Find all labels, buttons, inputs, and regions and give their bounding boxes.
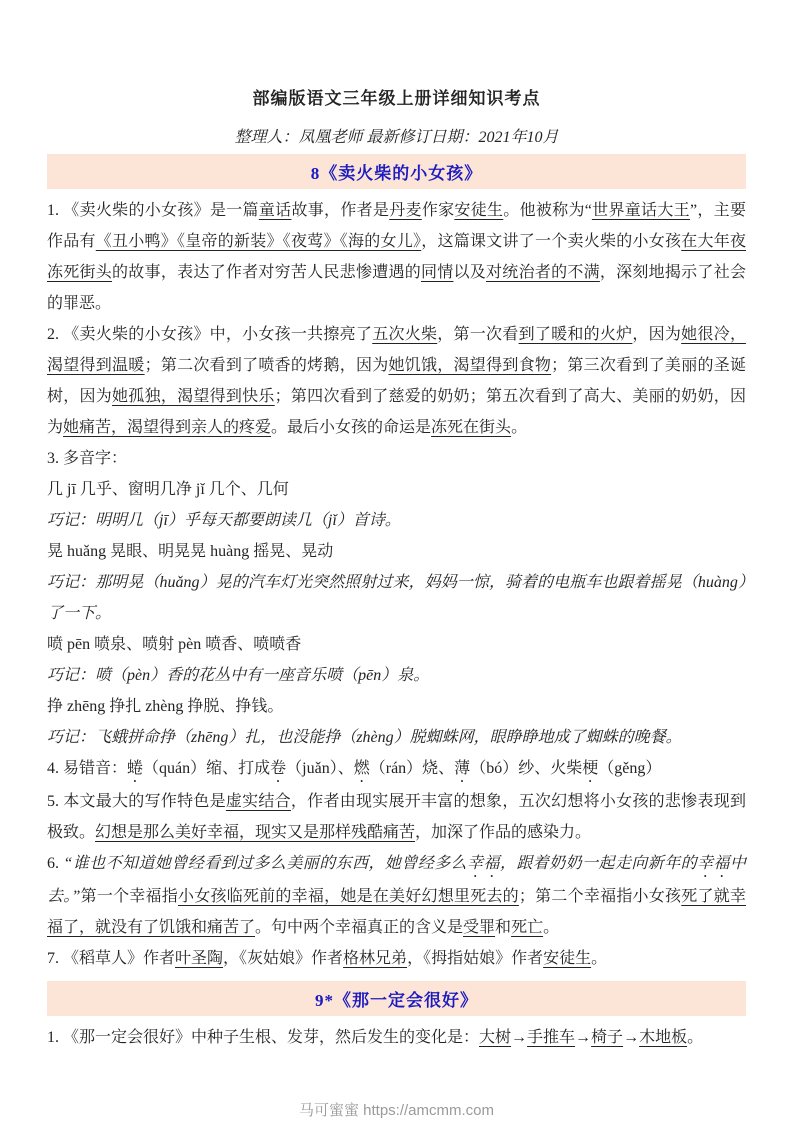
text-run: 中去。” (47, 855, 746, 905)
text-run: 1. 《卖火柴的小女孩》是一篇 (47, 202, 259, 219)
text-run: ；第二次看到了喷香的烤鹅，因为 (144, 357, 389, 374)
text-run: （juǎn）、 (286, 760, 354, 777)
text-run: 。 (511, 419, 528, 436)
text-run: 和 (495, 919, 512, 936)
paragraph (47, 195, 746, 319)
section-heading: 9*《那一定会很好》 (47, 981, 746, 1016)
section (47, 981, 746, 1053)
text-run: ，跟着奶奶一起走向新年的 (499, 855, 698, 872)
text-run: 巧记：飞蛾拼命挣（zhēng）扎，也没能挣（zhèng）脱蜘蛛网，眼睁睁地成了蜘蛛的晚餐。 (47, 729, 682, 746)
text-run: 她痛苦，渴望得到亲人的疼爱 (63, 419, 272, 436)
text-run: 同情 (420, 264, 454, 281)
text-run: 冻死在街头 (431, 419, 512, 436)
text-run: 。他被称为“ (503, 202, 592, 219)
text-run: 童话 (258, 202, 292, 219)
text-run: （bó）纱、火柴 (470, 760, 583, 777)
text-run: 丹麦 (389, 202, 422, 219)
paragraph (47, 474, 746, 505)
paragraph (47, 629, 746, 660)
text-run: 叶圣陶 (175, 950, 224, 967)
text-run: ，加深了作品的感染力。 (415, 824, 592, 841)
text-run: 五次火柴 (372, 326, 438, 343)
text-run: ，作者由现实展开丰富的想象，五次幻想将小女孩的悲惨表现到极致。 (47, 793, 746, 841)
text-run: 喷 pēn 喷泉、喷射 pèn 喷香、喷喷香 (47, 636, 302, 653)
text-run: 几 jī 几乎、窗明几净 jǐ 几个、几何 (47, 481, 289, 498)
text-run: 木地板 (639, 1029, 688, 1046)
text-run: ；第二个幸福指小女孩 (518, 888, 682, 905)
text-run: 。 (591, 950, 608, 967)
text-run: ，《拇指姑娘》作者 (407, 950, 544, 967)
text-run: 薄 (454, 760, 471, 777)
sections (47, 154, 746, 1053)
text-run: → (575, 1029, 592, 1046)
paragraph (47, 660, 746, 691)
doc-subtitle: 整理人：凤凰老师 最新修订日期：2021年10月 (234, 129, 559, 146)
text-run: 1. 《那一定会很好》中种子生根、发芽，然后发生的变化是： (47, 1029, 480, 1046)
text-run: 。句中两个幸福真正的含义是 (255, 919, 464, 936)
text-run: 6. (47, 855, 64, 872)
text-run: 第一个幸福指 (80, 888, 179, 905)
text-run: 故事，作者是 (291, 202, 390, 219)
text-run: ；第三次看到了美丽的圣诞树，因为 (47, 357, 746, 405)
text-run: 安徒生 (543, 950, 592, 967)
text-run: 死了就幸福了，就没有了饥饿和痛苦了 (47, 888, 746, 936)
text-run: 4. 易错音： (47, 760, 128, 777)
text-run: 世界童话大王 (591, 202, 690, 219)
text-run: 她很冷，渴望得到温暖 (47, 326, 746, 374)
paragraph (47, 505, 746, 536)
text-run: 2. 《卖火柴的小女孩》中，小女孩一共擦亮了 (47, 326, 373, 343)
paragraph (47, 691, 746, 722)
text-run: 幸福 (697, 855, 730, 872)
text-run: 。 (543, 919, 560, 936)
text-run: “谁也不知道她曾经看到过多么美丽的东西，她曾经多么 (63, 855, 468, 872)
text-run: 格林兄弟 (343, 950, 408, 967)
text-run: ；第四次看到了慈爱的奶奶；第五次看到了高大、美丽的奶奶，因为 (47, 388, 746, 436)
text-run: 巧记：明明几（jī）乎每天都要朗读几（jǐ）首诗。 (47, 512, 401, 529)
paragraph (47, 1022, 746, 1053)
text-run: ，因为 (632, 326, 682, 343)
text-run: 蜷 (127, 760, 144, 777)
paragraph (47, 753, 746, 786)
text-run: 她饥饿，渴望得到食物 (388, 357, 552, 374)
paragraph (47, 786, 746, 848)
text-run: 幸福 (467, 855, 500, 872)
text-run: 安徒生 (454, 202, 504, 219)
text-run: 巧记：喷（pèn）香的花丛中有一座音乐喷（pēn）泉。 (47, 667, 430, 684)
text-run: 燃 (353, 760, 370, 777)
text-run: 受罪 (463, 919, 496, 936)
text-run: （rán）烧、 (369, 760, 455, 777)
text-run: ，这篇课文讲了一个卖火柴的小女孩 (421, 233, 682, 250)
footer-watermark: 马可蜜蜜 https://amcmm.com (298, 1102, 495, 1119)
paragraph (47, 443, 746, 474)
paragraph (47, 536, 746, 567)
text-run: （quán）缩、打成 (143, 760, 271, 777)
text-run: ”，主要作品有 (47, 202, 746, 250)
paragraph (47, 319, 746, 443)
text-run: 巧记：那明晃（huǎng）晃的汽车灯光突然照射过来，妈妈一惊，骑着的电瓶车也跟着摇晃（huàng）了一下。 (47, 574, 746, 622)
text-run: 挣 zhēng 挣扎 zhèng 挣脱、挣钱。 (47, 698, 284, 715)
text-run: 3. 多音字： (47, 450, 128, 467)
text-run: 虚实结合 (225, 793, 291, 810)
text-run: 幻想是那么美好幸福，现实又是那样残酷痛苦 (95, 824, 416, 841)
doc-title: 部编版语文三年级上册详细知识考点 (252, 89, 541, 108)
text-run: 死亡 (511, 919, 544, 936)
paragraph (47, 722, 746, 753)
text-run: 她孤独，渴望得到快乐 (112, 388, 275, 405)
text-run: 手推车 (527, 1029, 576, 1046)
text-run: → (623, 1029, 640, 1046)
text-run: 对统治者的不满 (486, 264, 600, 281)
text-run: → (511, 1029, 528, 1046)
paragraph (47, 943, 746, 974)
text-run: 的故事，表达了作者对穷苦人民悲惨遭遇的 (112, 264, 421, 281)
section (47, 154, 746, 974)
text-run: 在大年夜冻死街头 (47, 233, 746, 281)
text-run: 7. 《稻草人》作者 (47, 950, 176, 967)
text-run: 晃 huǎng 晃眼、明晃晃 huàng 摇晃、晃动 (47, 543, 334, 560)
text-run: 椅子 (591, 1029, 624, 1046)
text-run: 作家 (421, 202, 455, 219)
text-run: 。 (687, 1029, 704, 1046)
text-run: ，第一次看 (437, 326, 519, 343)
paragraph (47, 848, 746, 943)
text-run: （gěng） (598, 760, 662, 777)
text-run: ，《灰姑娘》作者 (223, 950, 344, 967)
text-run: 卷 (270, 760, 287, 777)
text-run: 大树 (479, 1029, 512, 1046)
text-run: 小女孩临死前的幸福，她是在美好幻想里死去的 (178, 888, 519, 905)
section-heading: 8《卖火柴的小女孩》 (47, 154, 746, 189)
text-run: 《丑小鸭》《皇帝的新装》《夜莺》《海的女儿》 (95, 233, 422, 250)
text-run: 到了暖和的火炉 (518, 326, 633, 343)
text-run: 以及 (453, 264, 487, 281)
text-run: ，深刻地揭示了社会的罪恶。 (47, 264, 746, 312)
text-run: 5. 本文最大的写作特色是 (47, 793, 226, 810)
paragraph (47, 567, 746, 629)
text-run: 梗 (582, 760, 599, 777)
text-run: 。最后小女孩的命运是 (271, 419, 432, 436)
